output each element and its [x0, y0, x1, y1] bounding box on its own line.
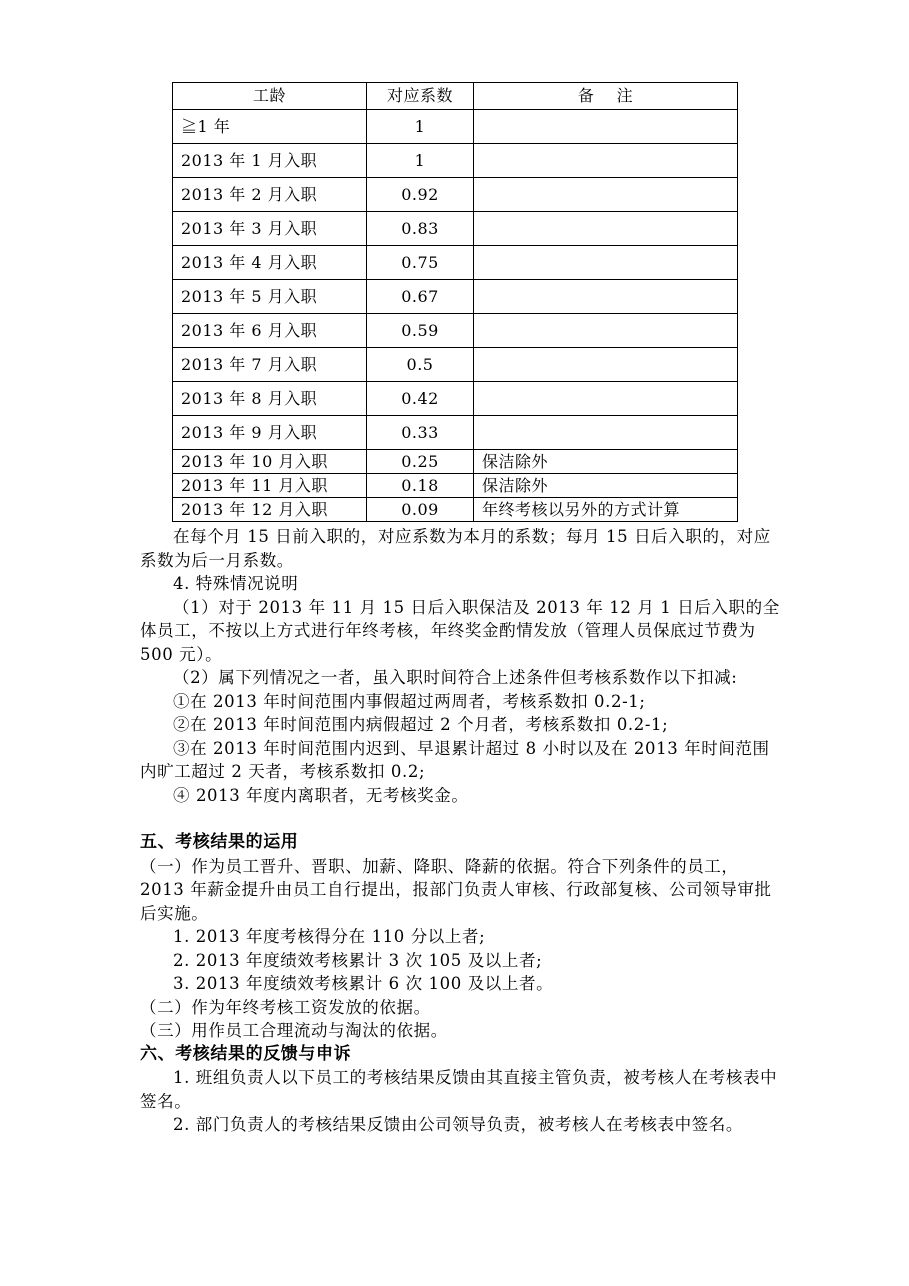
header-tenure: 工龄: [173, 83, 367, 110]
cell-coefficient: 0.67: [367, 280, 474, 314]
cell-tenure: 2013 年 10 月入职: [173, 450, 367, 474]
cell-note: [474, 314, 738, 348]
table-row: [173, 474, 738, 498]
cell-note: [474, 212, 738, 246]
cell-coefficient: 0.59: [367, 314, 474, 348]
table-row: [173, 450, 738, 474]
cell-note: [474, 178, 738, 212]
table-row: [173, 144, 738, 178]
table-row: [173, 110, 738, 144]
paragraph-special-1: （1）对于 2013 年 11 月 15 日后入职保洁及 2013 年 12 月 1 日后入职的全体员工，不按以上方式进行年终考核，年终奖金酌情发放（管理人员保底过节费为 500 元）。: [140, 597, 780, 664]
table-header-row: [173, 83, 738, 110]
cell-tenure: ≧1 年: [173, 110, 367, 144]
condition-item-2: 2. 2013 年度绩效考核累计 3 次 105 及以上者;: [173, 950, 543, 970]
table-row: [173, 382, 738, 416]
cell-coefficient: 0.18: [367, 474, 474, 498]
cell-note: 保洁除外: [474, 450, 738, 474]
cell-note: [474, 144, 738, 178]
table-row: [173, 178, 738, 212]
cell-coefficient: 0.92: [367, 178, 474, 212]
cell-tenure: 2013 年 11 月入职: [173, 474, 367, 498]
section-heading-5: 五、考核结果的运用: [140, 832, 299, 852]
paragraph-special-2: （2）属下列情况之一者，虽入职时间符合上述条件但考核系数作以下扣减:: [173, 668, 738, 687]
cell-coefficient: 0.09: [367, 498, 474, 522]
cell-tenure: 2013 年 2 月入职: [173, 178, 367, 212]
cell-coefficient: 0.83: [367, 212, 474, 246]
cell-tenure: 2013 年 9 月入职: [173, 416, 367, 450]
cell-tenure: 2013 年 1 月入职: [173, 144, 367, 178]
cell-coefficient: 0.75: [367, 246, 474, 280]
cell-tenure: 2013 年 8 月入职: [173, 382, 367, 416]
table-row: [173, 314, 738, 348]
cell-note: 保洁除外: [474, 474, 738, 498]
deduction-item-1: ①在 2013 年时间范围内事假超过两周者，考核系数扣 0.2-1;: [173, 691, 646, 711]
cell-note: [474, 280, 738, 314]
cell-tenure: 2013 年 5 月入职: [173, 280, 367, 314]
table-row: [173, 348, 738, 382]
cell-tenure: 2013 年 7 月入职: [173, 348, 367, 382]
cell-tenure: 2013 年 3 月入职: [173, 212, 367, 246]
table-row: [173, 246, 738, 280]
section-heading-6: 六、考核结果的反馈与申诉: [140, 1043, 352, 1064]
table-row: [173, 498, 738, 522]
cell-coefficient: 0.5: [367, 348, 474, 382]
cell-tenure: 2013 年 4 月入职: [173, 246, 367, 280]
paragraph-usage-3: （三）用作员工合理流动与淘汰的依据。: [140, 1021, 448, 1040]
feedback-item-2: 2. 部门负责人的考核结果反馈由公司领导负责，被考核人在考核表中签名。: [173, 1115, 743, 1134]
deduction-item-3: ③在 2013 年时间范围内迟到、早退累计超过 8 小时以及在 2013 年时间范围内旷工超过 2 天者，考核系数扣 0.2;: [140, 738, 770, 781]
table-row: [173, 416, 738, 450]
cell-note: [474, 348, 738, 382]
cell-note: [474, 110, 738, 144]
paragraph-usage-2: （二）作为年终考核工资发放的依据。: [140, 997, 431, 1017]
cell-coefficient: 0.25: [367, 450, 474, 474]
spacer: [140, 807, 780, 831]
condition-item-1: 1. 2013 年度考核得分在 110 分以上者;: [173, 927, 486, 946]
table-row: [173, 212, 738, 246]
feedback-item-1: 1. 班组负责人以下员工的考核结果反馈由其直接主管负责，被考核人在考核表中签名。: [140, 1068, 778, 1111]
item-special-cases: 4. 特殊情况说明: [173, 574, 299, 593]
deduction-item-4: ④ 2013 年度内离职者，无考核奖金。: [173, 785, 469, 805]
header-coefficient: 对应系数: [367, 83, 474, 110]
paragraph-entry-rule: 在每个月 15 日前入职的，对应系数为本月的系数；每月 15 日后入职的，对应系数为后一月系数。: [140, 527, 771, 570]
cell-note: [474, 382, 738, 416]
header-note: 备 注: [474, 83, 738, 110]
cell-tenure: 2013 年 12 月入职: [173, 498, 367, 522]
cell-coefficient: 1: [367, 110, 474, 144]
deduction-item-2: ②在 2013 年时间范围内病假超过 2 个月者，考核系数扣 0.2-1;: [173, 715, 669, 734]
condition-item-3: 3. 2013 年度绩效考核累计 6 次 100 及以上者。: [173, 974, 554, 993]
coefficient-table: [172, 82, 738, 522]
document-body: [140, 525, 780, 1137]
cell-coefficient: 1: [367, 144, 474, 178]
cell-coefficient: 0.33: [367, 416, 474, 450]
cell-note: [474, 246, 738, 280]
cell-note: 年终考核以另外的方式计算: [474, 498, 738, 522]
cell-coefficient: 0.42: [367, 382, 474, 416]
cell-tenure: 2013 年 6 月入职: [173, 314, 367, 348]
cell-note: [474, 416, 738, 450]
table-row: [173, 280, 738, 314]
paragraph-usage-1: （一）作为员工晋升、晋职、加薪、降职、降薪的依据。符合下列条件的员工，2013 年薪金提升由员工自行提出，报部门负责人审核、行政部复核、公司领导审批后实施。: [140, 856, 772, 923]
